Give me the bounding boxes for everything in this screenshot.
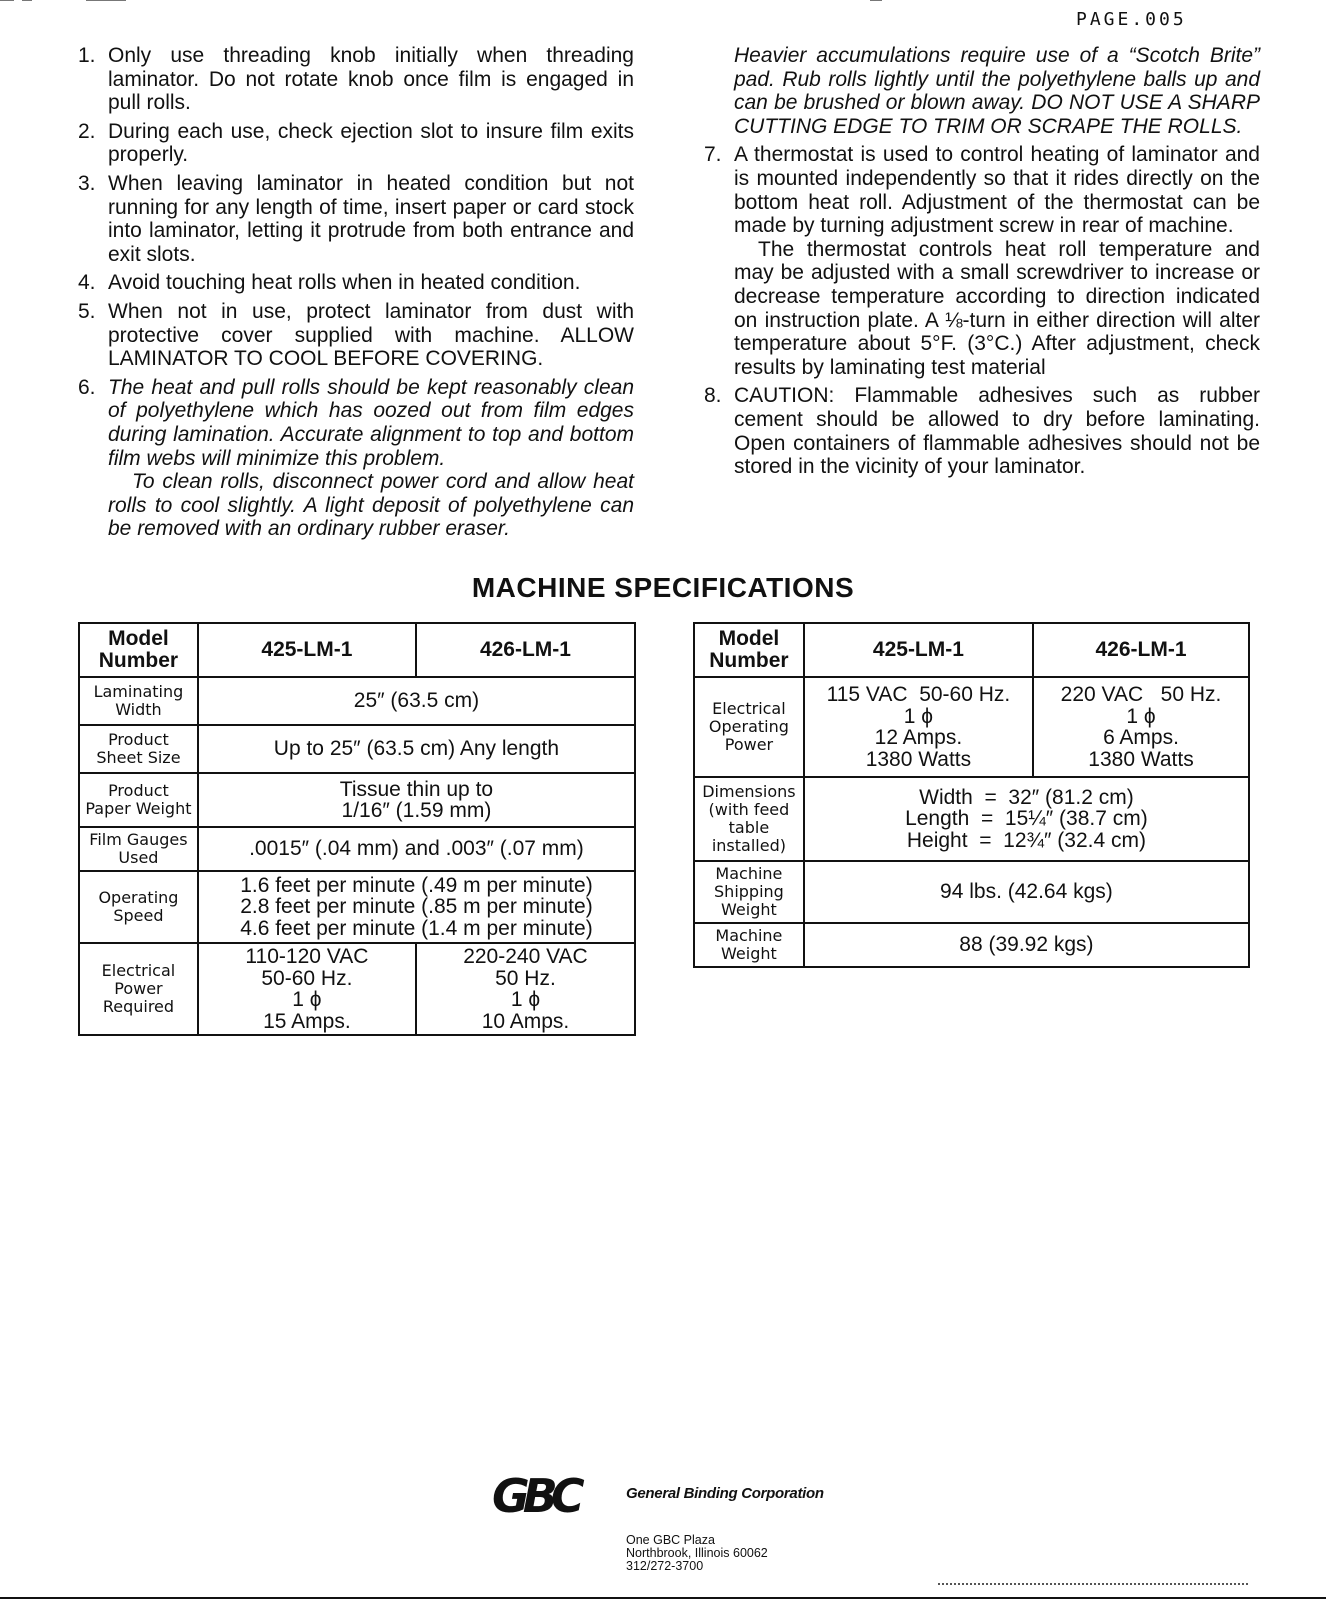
- list-item-text: Avoid touching heat rolls when in heated condition.: [108, 271, 581, 295]
- left-column: [78, 44, 634, 546]
- cleaning-paragraph: The heat and pull rolls should be kept reasonably clean of polyethylene which has oozed out from film edges during lamination. Accurate alignment to top and bottom film webs will minimize this problem.: [108, 375, 634, 470]
- table-row: [79, 827, 635, 871]
- cell-value: .0015″ (.04 mm) and .003″ (.07 mm): [198, 827, 635, 871]
- list-item: 8. CAUTION: Flammable adhesives such as rubber cement should be allowed to dry before laminating. Open containers of flammable adhesives should not be stored in the vicinity of your laminator.: [704, 384, 1260, 479]
- cell-value: 220 VAC 50 Hz. 1 ϕ 6 Amps. 1380 Watts: [1033, 677, 1249, 777]
- scan-mark: [22, 0, 32, 1]
- cell-value: 110-120 VAC 50-60 Hz. 1 ϕ 15 Amps.: [198, 943, 416, 1035]
- table-row: [79, 871, 635, 943]
- row-label: Machine Shipping Weight: [694, 861, 804, 923]
- cleaning-continuation: Heavier accumulations require use of a “Scotch Brite” pad. Rub rolls lightly until the polyethylene balls up and can be brushed or blown away. DO NOT USE A SHARP CUTTING EDGE TO TRIM OR SCRAPE THE ROLLS.: [734, 44, 1260, 138]
- list-item: 2. During each use, check ejection slot to insure film exits properly.: [78, 119, 634, 167]
- maintenance-notes-list: [78, 44, 634, 541]
- list-item: 4. Avoid touching heat rolls when in heated condition.: [78, 271, 581, 295]
- row-label: Laminating Width: [79, 677, 198, 725]
- maintenance-notes-list: [704, 143, 1260, 478]
- row-label: Electrical Operating Power: [694, 677, 804, 777]
- list-item-text: Only use threading knob initially when threading laminator. Do not rotate knob once film is engaged in pull rolls.: [108, 44, 634, 115]
- gbc-logo: [490, 1472, 614, 1518]
- logo-text: GBC: [492, 1472, 578, 1518]
- row-label: Operating Speed: [79, 871, 198, 943]
- row-label: Electrical Power Required: [79, 943, 198, 1035]
- list-item-text: When not in use, protect laminator from dust with protective cover supplied with machine. ALLOW LAMINATOR TO COOL BEFORE COVERING.: [108, 299, 634, 371]
- page-number: PAGE.005: [1076, 9, 1187, 30]
- row-label: Dimensions (with feed table installed): [694, 777, 804, 861]
- cell-value: 115 VAC 50-60 Hz. 1 ϕ 12 Amps. 1380 Watts: [804, 677, 1033, 777]
- row-label: Film Gauges Used: [79, 827, 198, 871]
- cell-value: 88 (39.92 kgs): [804, 923, 1249, 967]
- caution-text: CAUTION: Flammable adhesives such as rubber cement should be allowed to dry before laminating. Open containers of flammable adhesives should not be stored in the vicinity of your laminator.: [734, 384, 1260, 479]
- cell-value: 1.6 feet per minute (.49 m per minute) 2.8 feet per minute (.85 m per minute) 4.6 feet per minute (1.4 m per minute): [198, 871, 635, 943]
- scan-mark: [0, 0, 14, 1]
- table-row: [694, 923, 1249, 967]
- right-column: [704, 44, 1260, 484]
- scan-mark: [938, 1583, 1248, 1589]
- thermostat-paragraph: The thermostat controls heat roll temperature and may be adjusted with a small screwdriver to increase or decrease temperature according to direction indicated on instruction plate. A ⅛-turn in either direction will alter temperature about 5°F. (3°C.) After adjustment, check results by laminating test material: [734, 237, 1260, 379]
- table-row: [694, 623, 1249, 677]
- scan-mark: [870, 0, 882, 1]
- table-row: [79, 725, 635, 773]
- model-425-header: 425-LM-1: [804, 623, 1033, 677]
- list-item: 5. When not in use, protect laminator from dust with protective cover supplied with machine. ALLOW LAMINATOR TO COOL BEFORE COVERING.: [78, 299, 634, 371]
- table-row: [694, 777, 1249, 861]
- table-row: [79, 773, 635, 827]
- spec-table-left: [78, 622, 636, 1036]
- scan-mark: [86, 0, 126, 1]
- row-label: Product Paper Weight: [79, 773, 198, 827]
- list-item: 3. When leaving laminator in heated condition but not running for any length of time, insert paper or card stock into laminator, letting it protrude from both entrance and exit slots.: [78, 171, 634, 266]
- model-number-header: Model Number: [79, 623, 198, 677]
- cell-value: 94 lbs. (42.64 kgs): [804, 861, 1249, 923]
- cell-value: Up to 25″ (63.5 cm) Any length: [198, 725, 635, 773]
- cell-value: 220-240 VAC 50 Hz. 1 ϕ 10 Amps.: [416, 943, 635, 1035]
- model-426-header: 426-LM-1: [1033, 623, 1249, 677]
- model-425-header: 425-LM-1: [198, 623, 416, 677]
- company-address: One GBC Plaza Northbrook, Illinois 60062 312/272-3700: [626, 1533, 768, 1573]
- list-item: 6. The heat and pull rolls should be kept reasonably clean of polyethylene which has oozed out from film edges during lamination. Accurate alignment to top and bottom film webs will minimize this problem. To clean rolls, disconnect power cord and allow heat rolls to cool slightly. A light deposit of polyethylene can be removed with an ordinary rubber eraser.: [78, 375, 634, 541]
- list-item: 1. Only use threading knob initially when threading laminator. Do not rotate knob once film is engaged in pull rolls.: [78, 44, 634, 115]
- list-item-text: When leaving laminator in heated condition but not running for any length of time, insert paper or card stock into laminator, letting it protrude from both entrance and exit slots.: [108, 171, 634, 266]
- company-name: General Binding Corporation: [626, 1485, 824, 1502]
- cleaning-paragraph: To clean rolls, disconnect power cord and allow heat rolls to cool slightly. A light deposit of polyethylene can be removed with an ordinary rubber eraser.: [108, 470, 634, 541]
- table-row: [79, 943, 635, 1035]
- cell-value: 25″ (63.5 cm): [198, 677, 635, 725]
- page-bottom-rule: [0, 1597, 1326, 1599]
- specifications-heading: MACHINE SPECIFICATIONS: [471, 572, 855, 603]
- list-item: 7. A thermostat is used to control heating of laminator and is mounted independently so that it rides directly on the bottom heat roll. Adjustment of the thermostat can be made by turning adjustment screw in rear of machine. The thermostat controls heat roll temperature and may be adjusted with a small screwdriver to increase or decrease temperature according to direction indicated on instruction plate. A ⅛-turn in either direction will alter temperature about 5°F. (3°C.) After adjustment, check results by laminating test material: [704, 143, 1260, 379]
- row-label: Machine Weight: [694, 923, 804, 967]
- table-row: [694, 677, 1249, 777]
- model-426-header: 426-LM-1: [416, 623, 635, 677]
- cell-value: Tissue thin up to 1/16″ (1.59 mm): [198, 773, 635, 827]
- table-row: [79, 677, 635, 725]
- row-label: Product Sheet Size: [79, 725, 198, 773]
- table-row: [79, 623, 635, 677]
- spec-table-right: [693, 622, 1250, 968]
- model-number-header: Model Number: [694, 623, 804, 677]
- cell-value: Width = 32″ (81.2 cm) Length = 15¼″ (38.7 cm) Height = 12¾″ (32.4 cm): [804, 777, 1249, 861]
- list-item-text: During each use, check ejection slot to insure film exits properly.: [108, 119, 634, 167]
- table-row: [694, 861, 1249, 923]
- thermostat-paragraph: A thermostat is used to control heating of laminator and is mounted independently so that it rides directly on the bottom heat roll. Adjustment of the thermostat can be made by turning adjustment screw in rear of machine.: [734, 143, 1260, 238]
